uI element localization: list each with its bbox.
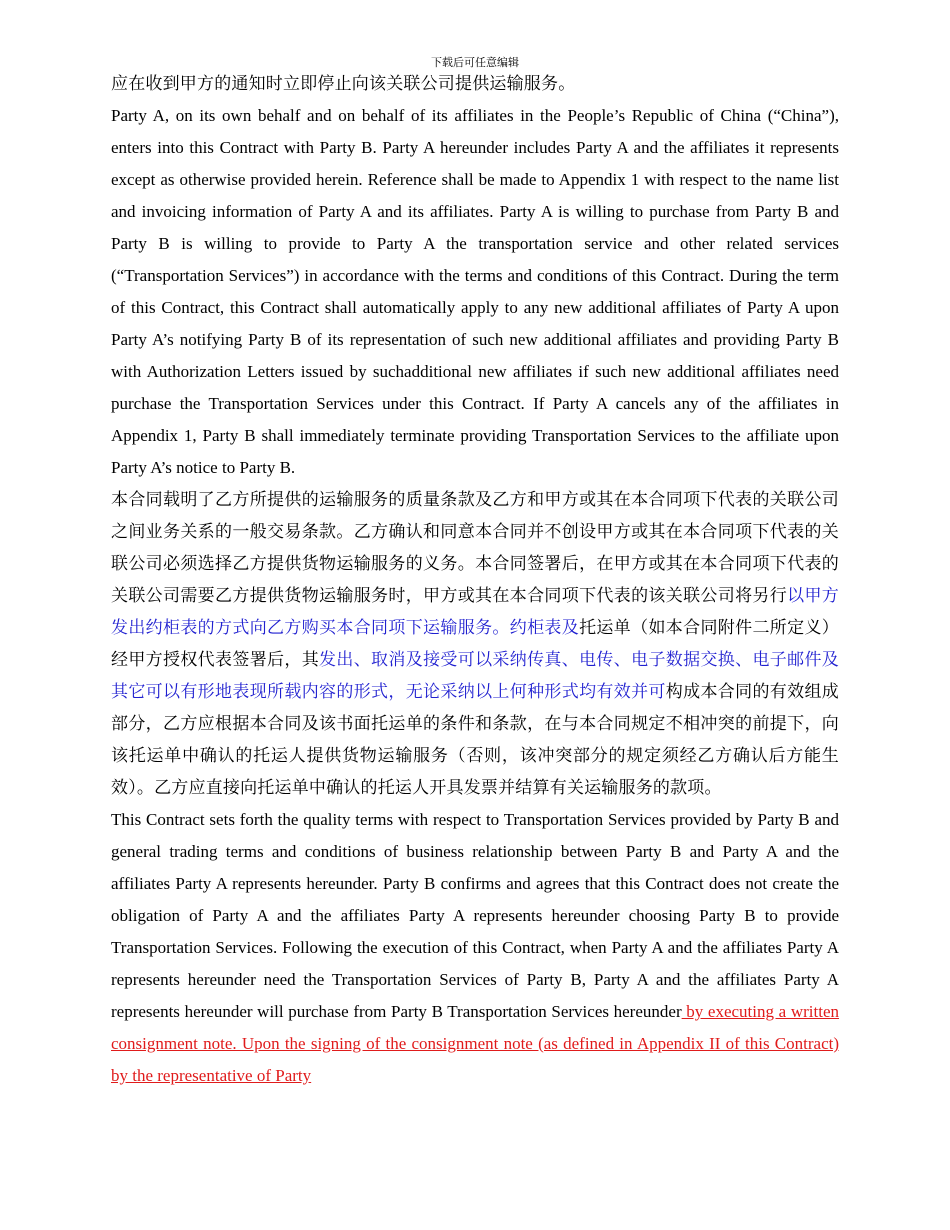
paragraph-4 [111,804,839,1092]
paragraph-3-highlight-2: 发出、取消及接受可以采纳传真、电传、电子数据交换、电子邮件及其它可以有形地表现所载内容的形式，无论采纳以上何种形式均有效并可 [111,650,840,701]
paragraph-2: Party A, on its own behalf and on behalf of its affiliates in the People’s Republic of China (“China”), enters into this Contract with Party B. Party A hereunder includes Party A and the affiliates it represents except as otherwise provided herein. Reference shall be made to Appendix 1 with respect to the name list and invoicing information of Party A and its affiliates. Party A is willing to purchase from Party B and Party B is willing to provide to Party A the transportation service and other related services (“Transportation Services”) in accordance with the terms and conditions of this Contract. During the term of this Contract, this Contract shall automatically apply to any new additional affiliates of Party A upon Party A’s notifying Party B of its representation of such new additional affiliates and providing Party B with Authorization Letters issued by suchadditional new affiliates if such new additional affiliates need purchase the Transportation Services under this Contract. If Party A cancels any of the affiliates in Appendix 1, Party B shall immediately terminate providing Transportation Services to the affiliate upon Party A’s notice to Party B. [111,106,839,477]
paragraph-3 [111,484,839,804]
paragraph-4-text: This Contract sets forth the quality terms with respect to Transportation Services provided by Party B and general trading terms and conditions of business relationship between Party B and Party A and the affiliates Party A represents hereunder. Party B confirms and agrees that this Contract does not create the obligation of Party A and the affiliates Party A represents hereunder choosing Party B to provide Transportation Services. Following the execution of this Contract, when Party A and the affiliates Party A represents hereunder need the Transportation Services of Party B, Party A and the affiliates Party A represents hereunder will purchase from Party B Transportation Services hereunder [111,810,839,1021]
document-body [111,68,839,1092]
paragraph-3-highlight-1: 以甲方发出约柜表的方式向乙方购买本合同项下运输服务。约柜表及 [111,586,839,637]
paragraph-3-text-a: 本合同载明了乙方所提供的运输服务的质量条款及乙方和甲方或其在本合同项下代表的关联公司之间业务关系的一般交易条款。乙方确认和同意本合同并不创设甲方或其在本合同项下代表的关联公司必须选择乙方提供货物运输服务的义务。本合同签署后，在甲方或其在本合同项下代表的关联公司需要乙方提供货物运输服务时，甲方或其在本合同项下代表的该关联公司将另行 [111,490,839,605]
paragraph-4-tracked-change: by executing a written consignment note. Upon the signing of the consignment note (as defined in Appendix II of this Contract) by the representative of Party [111,1002,840,1085]
paragraph-3-text-e: 构成本合同的有效组成部分，乙方应根据本合同及该书面托运单的条件和条款，在与本合同规定不相冲突的前提下，向该托运单中确认的托运人提供货物运输服务（否则，该冲突部分的规定须经乙方确认后方能生效）。乙方应直接向托运单中确认的托运人开具发票并结算有关运输服务的款项。 [111,682,839,797]
paragraph-1: 应在收到甲方的通知时立即停止向该关联公司提供运输服务。 [111,74,576,93]
page-header: 下载后可任意编辑 [431,57,519,69]
paragraph-3-text-c: 托运单（如本合同附件二所定义）经甲方授权代表签署后，其 [111,618,840,669]
